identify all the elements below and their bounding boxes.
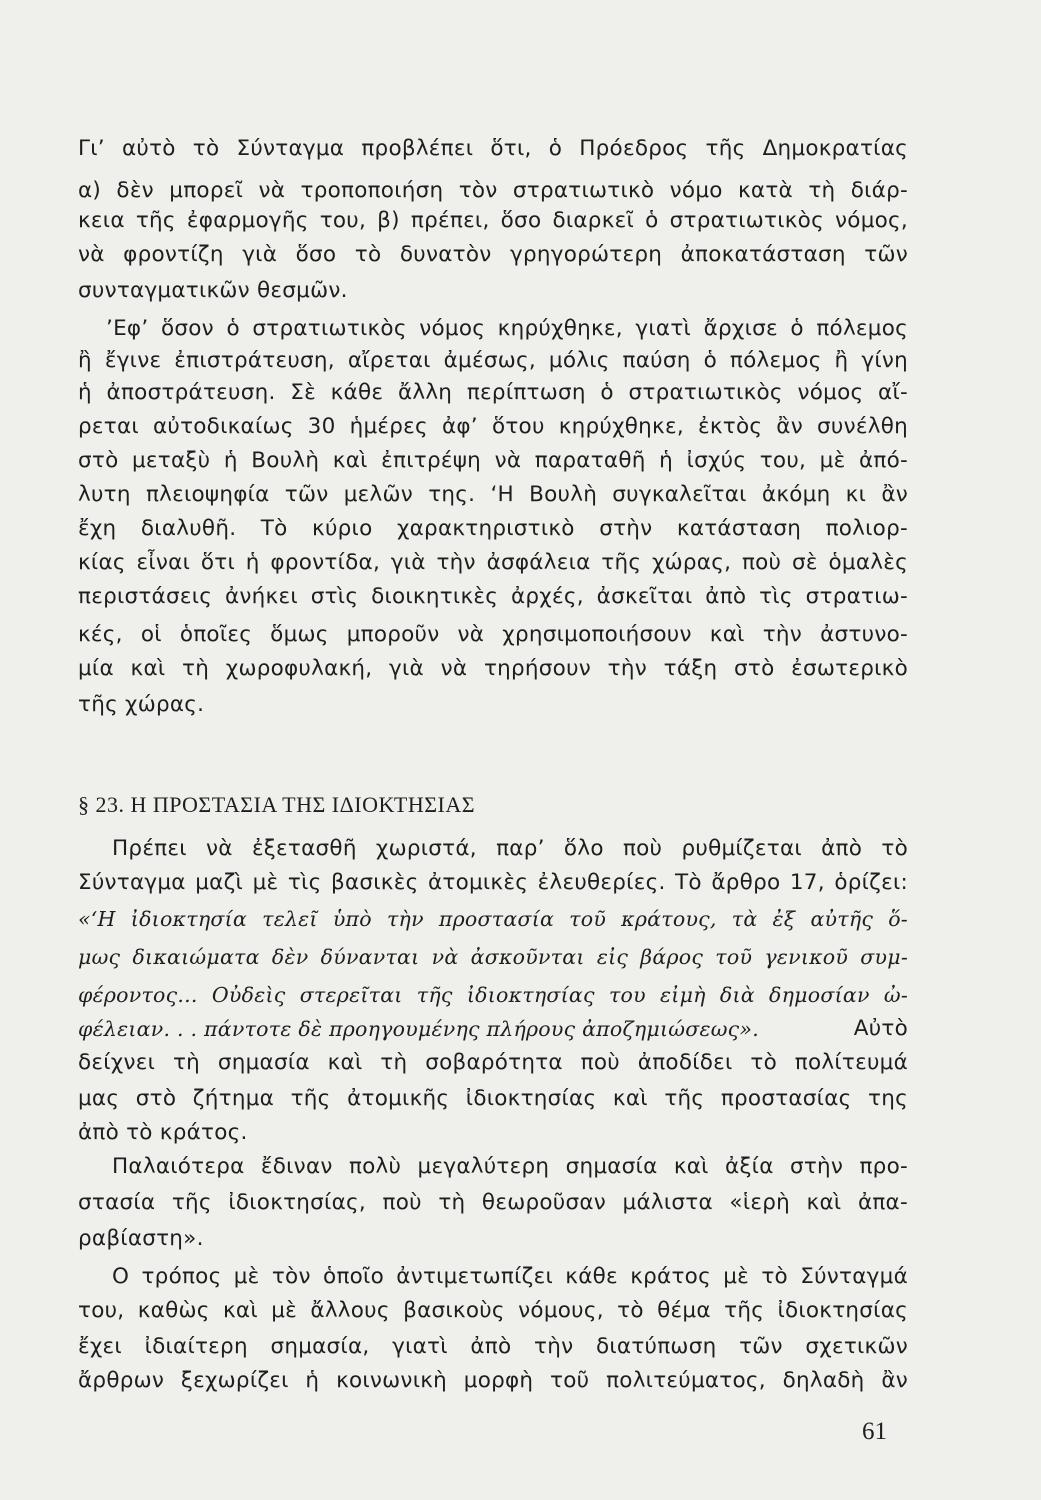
text-line: μας στὸ ζήτημα τῆς ἀτομικῆς ἰδιοκτησίας καὶ τῆς προστασίας της bbox=[78, 1086, 908, 1111]
text-line: ραβίαστη». bbox=[78, 1226, 204, 1251]
text-line: στασία τῆς ἰδιοκτησίας, ποὺ τὴ θεωροῦσαν μάλιστα «ἱερὴ καὶ ἀπα- bbox=[78, 1190, 908, 1215]
text-line: κεια τῆς ἐφαρμογῆς του, β) πρέπει, ὅσο διαρκεῖ ὁ στρατιωτικὸς νόμος, bbox=[78, 208, 908, 233]
page-number: 61 bbox=[862, 1418, 887, 1445]
text-line: ἔχει ἰδιαίτερη σημασία, γιατὶ ἀπὸ τὴν διατύπωση τῶν σχετικῶν bbox=[78, 1334, 908, 1359]
text-line: Γι’ αὐτὸ τὸ Σύνταγμα προβλέπει ὅτι, ὁ Πρόεδρος τῆς Δημοκρατίας bbox=[78, 136, 908, 161]
quote-line: φέροντος... Οὐδεὶς στερεῖται τῆς ἰδιοκτησίας του εἰμὴ διὰ δημοσίαν ὠ- bbox=[78, 983, 908, 1007]
text-line: κίας εἶναι ὅτι ἡ φροντίδα, γιὰ τὴν ἀσφάλεια τῆς χώρας, ποὺ σὲ ὁμαλὲς bbox=[78, 550, 908, 575]
text-line: α) δὲν μπορεῖ νὰ τροποποιήση τὸν στρατιωτικὸ νόμο κατὰ τὴ διάρ- bbox=[78, 178, 908, 203]
text-line: του, καθὼς καὶ μὲ ἄλλους βασικοὺς νόμους, τὸ θέμα τῆς ἰδιοκτησίας bbox=[78, 1298, 908, 1323]
text-line: συνταγματικῶν θεσμῶν. bbox=[78, 278, 348, 303]
text-line: ἔχη διαλυθῆ. Τὸ κύριο χαρακτηριστικὸ στὴν κατάσταση πολιορ- bbox=[78, 516, 908, 541]
text-line: περιστάσεις ἀνήκει στὶς διοικητικὲς ἀρχές, ἀσκεῖται ἀπὸ τὶς στρατιω- bbox=[78, 584, 908, 609]
text-fragment: Αὐτὸ bbox=[853, 1016, 908, 1041]
quote-end: φέλειαν. . . πάντοτε δὲ προηγουμένης πλήρους ἀποζημιώσεως». bbox=[78, 1017, 759, 1041]
text-line: Παλαιότερα ἔδιναν πολὺ μεγαλύτερη σημασία καὶ ἀξία στὴν προ- bbox=[112, 1154, 908, 1179]
text-line: στὸ μεταξὺ ἡ Βουλὴ καὶ ἐπιτρέψη νὰ παραταθῆ ἡ ἰσχύς του, μὲ ἀπό- bbox=[78, 448, 908, 473]
text-line: ἢ ἔγινε ἐπιστράτευση, αἴρεται ἀμέσως, μόλις παύση ὁ πόλεμος ἢ γίνη bbox=[78, 348, 908, 373]
text-line: Πρέπει νὰ ἐξετασθῆ χωριστά, παρ’ ὅλο ποὺ ρυθμίζεται ἀπὸ τὸ bbox=[112, 836, 908, 861]
text-line: νὰ φροντίζη γιὰ ὅσο τὸ δυνατὸν γρηγορώτερη ἀποκατάσταση τῶν bbox=[78, 242, 908, 267]
text-line: ἡ ἀποστράτευση. Σὲ κάθε ἄλλη περίπτωση ὁ στρατιωτικὸς νόμος αἴ- bbox=[78, 380, 908, 405]
text-line: Ο τρόπος μὲ τὸν ὁποῖο ἀντιμετωπίζει κάθε κράτος μὲ τὸ Σύνταγμά bbox=[112, 1264, 908, 1289]
text-line: δείχνει τὴ σημασία καὶ τὴ σοβαρότητα ποὺ ἀποδίδει τὸ πολίτευμά bbox=[78, 1050, 908, 1075]
text-line: μία καὶ τὴ χωροφυλακή, γιὰ νὰ τηρήσουν τὴν τάξη στὸ ἐσωτερικὸ bbox=[78, 656, 908, 681]
mixed-line bbox=[78, 1014, 908, 1045]
section-heading: § 23. Η ΠΡΟΣΤΑΣΙΑ ΤΗΣ ΙΔΙΟΚΤΗΣΙΑΣ bbox=[78, 792, 476, 817]
text-line: ρεται αὐτοδικαίως 30 ἡμέρες ἀφ’ ὅτου κηρύχθηκε, ἐκτὸς ἂν συνέλθη bbox=[78, 414, 908, 439]
text-line: ’Εφ’ ὅσον ὁ στρατιωτικὸς νόμος κηρύχθηκε, γιατὶ ἄρχισε ὁ πόλεμος bbox=[106, 316, 908, 341]
text-line: ἀπὸ τὸ κράτος. bbox=[78, 1120, 248, 1145]
text-line: τῆς χώρας. bbox=[78, 692, 205, 717]
text-line: κές, οἱ ὁποῖες ὅμως μποροῦν νὰ χρησιμοποιήσουν καὶ τὴν ἀστυνο- bbox=[78, 622, 908, 647]
quote-line: μως δικαιώματα δὲν δύνανται νὰ ἀσκοῦνται εἰς βάρος τοῦ γενικοῦ συμ- bbox=[78, 945, 908, 969]
text-line: ἄρθρων ξεχωρίζει ἡ κοινωνικὴ μορφὴ τοῦ πολιτεύματος, δηλαδὴ ἂν bbox=[78, 1368, 908, 1393]
text-line: λυτη πλειοψηφία τῶν μελῶν της. ‘Η Βουλὴ συγκαλεῖται ἀκόμη κι ἂν bbox=[78, 482, 908, 507]
text-line: Σύνταγμα μαζὶ μὲ τὶς βασικὲς ἀτομικὲς ἐλευθερίες. Τὸ ἄρθρο 17, ὁρίζει: bbox=[78, 870, 908, 895]
quote-line: «‘Η ἰδιοκτησία τελεῖ ὑπὸ τὴν προστασία τοῦ κράτους, τὰ ἐξ αὐτῆς ὅ- bbox=[78, 907, 908, 931]
